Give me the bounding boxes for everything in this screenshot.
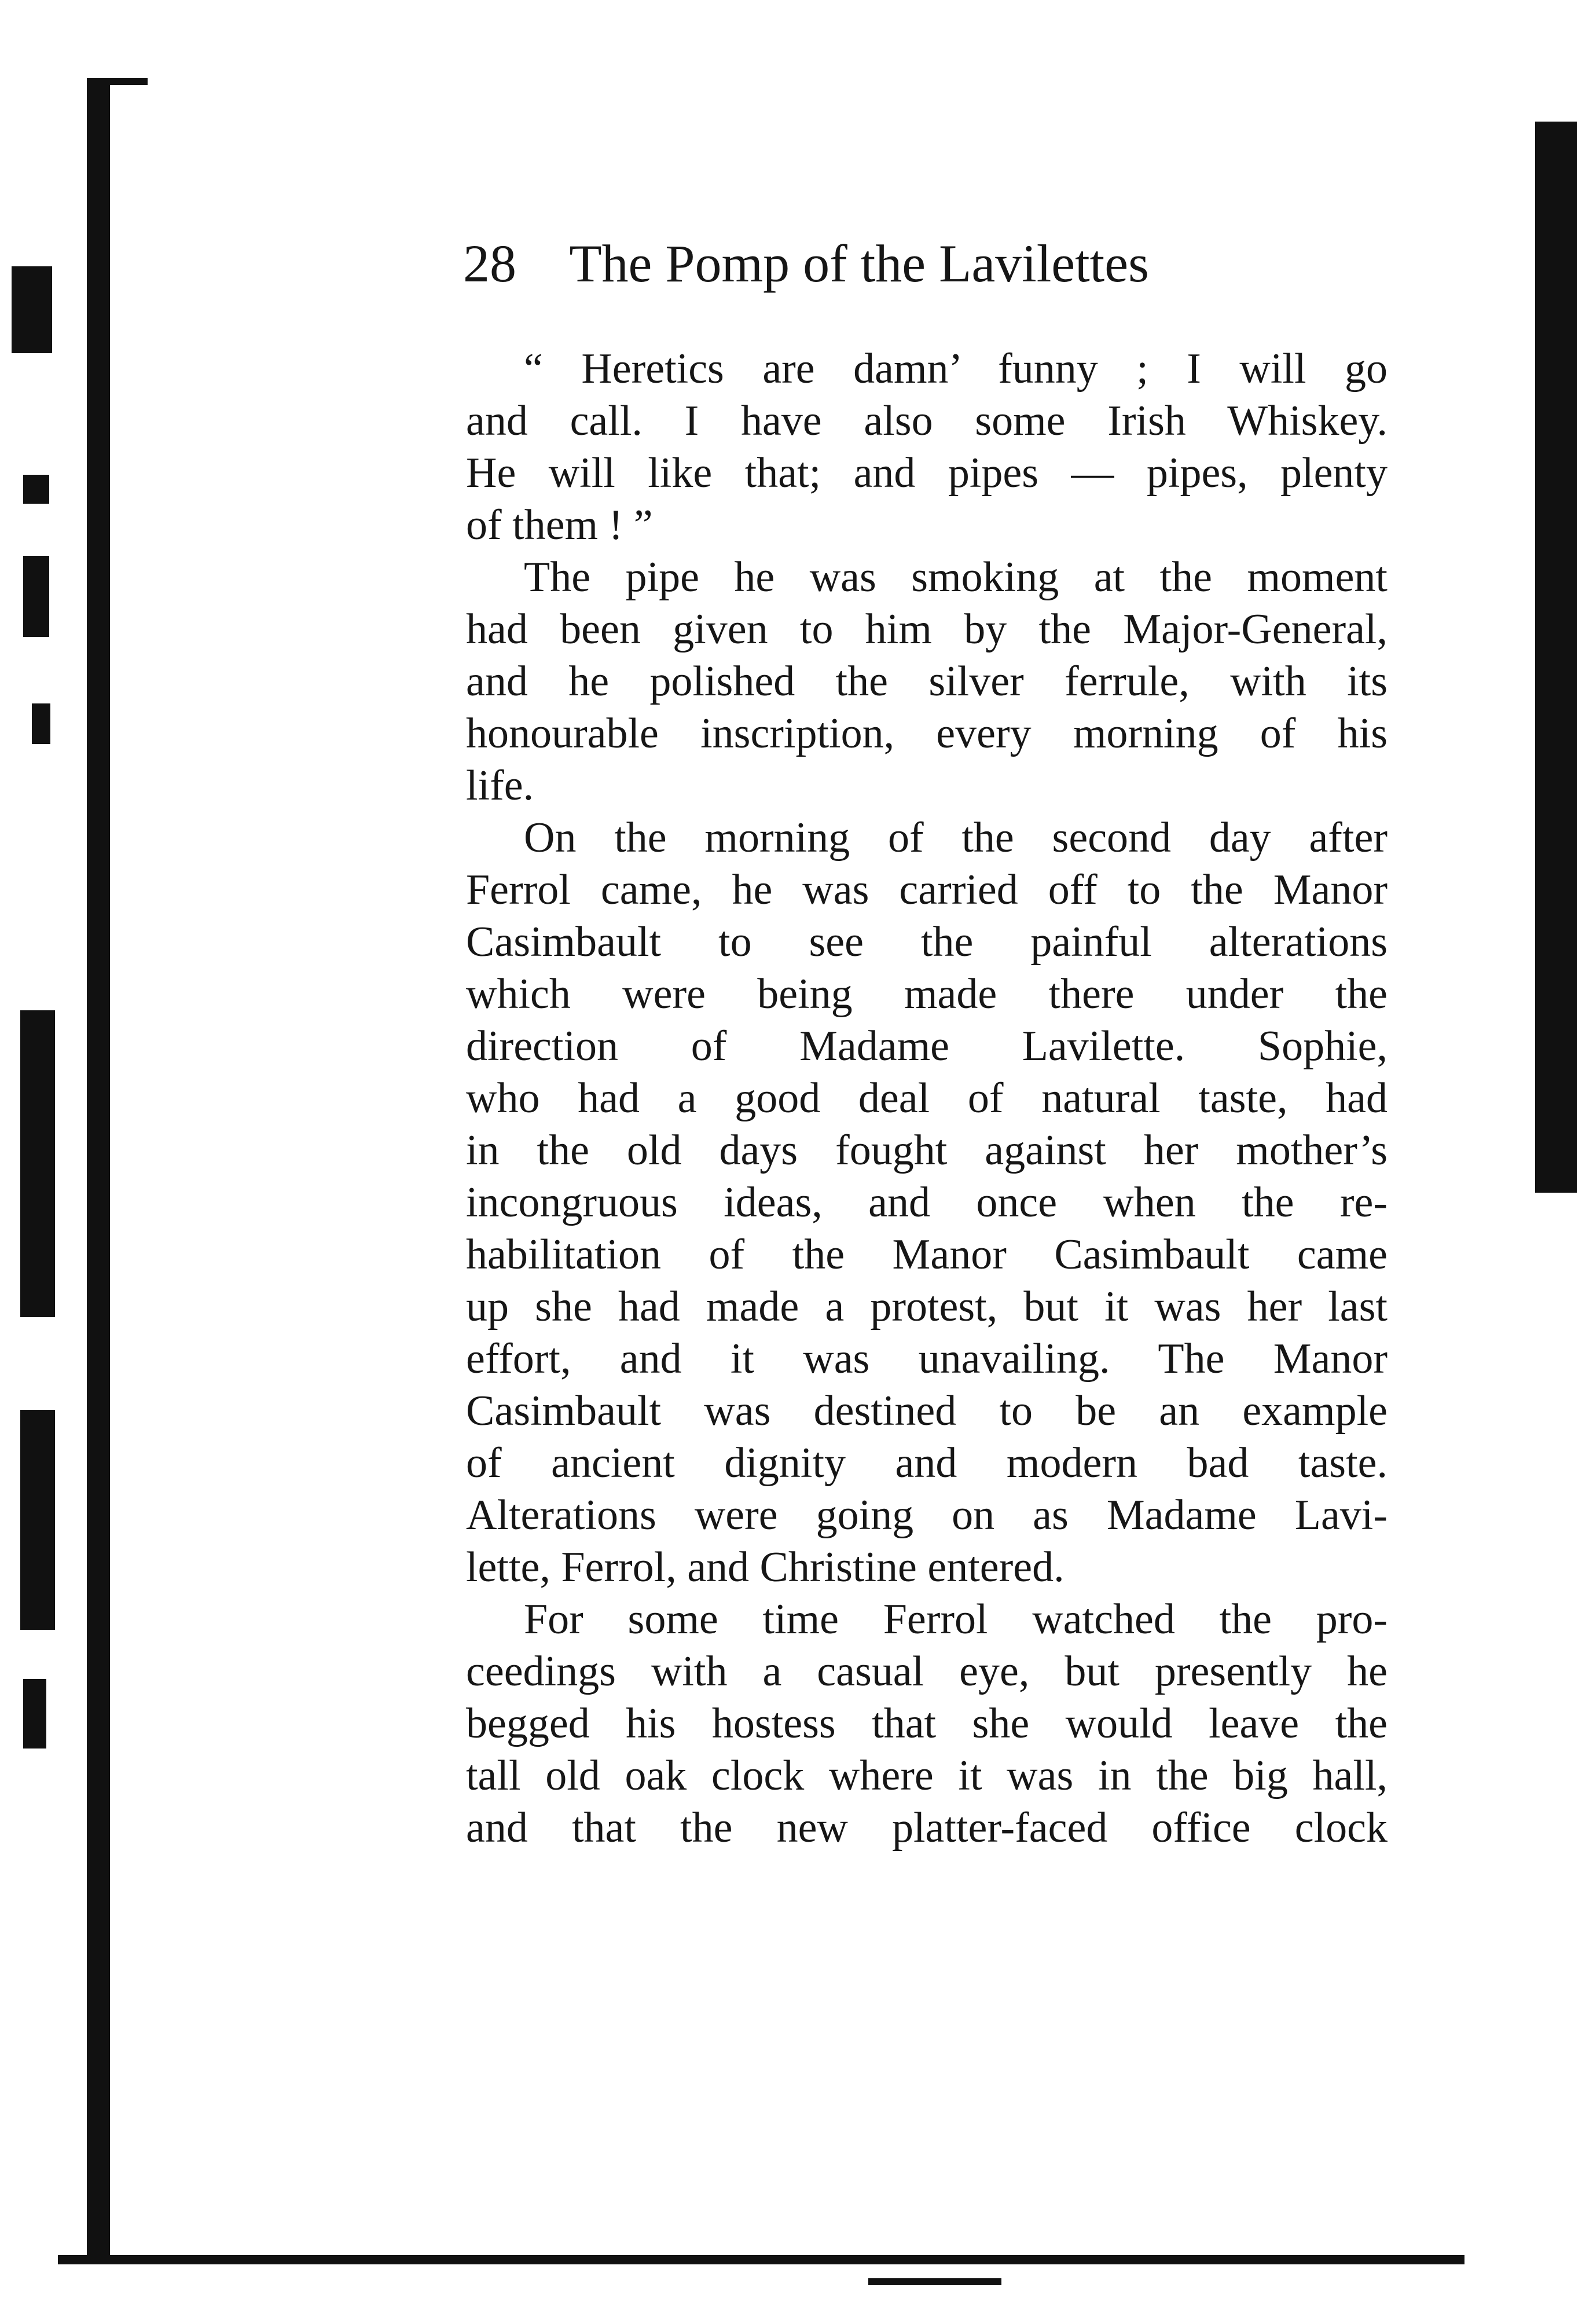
text-line: Alterations were going on as Madame Lavi- bbox=[466, 1491, 1388, 1539]
text-line: For some time Ferrol watched the pro- bbox=[524, 1596, 1388, 1643]
paragraph bbox=[466, 551, 1388, 812]
text-line: in the old days fought against her mother’s bbox=[466, 1127, 1388, 1174]
text-line: who had a good deal of natural taste, had bbox=[466, 1075, 1388, 1122]
scan-left-fragment bbox=[12, 266, 52, 353]
scan-left-fragment bbox=[20, 1410, 55, 1630]
text-line: lette, Ferrol, and Christine entered. bbox=[466, 1544, 1065, 1591]
text-line: which were being made there under the bbox=[466, 970, 1388, 1018]
text-line: Casimbault was destined to be an example bbox=[466, 1387, 1388, 1435]
scan-gutter-flare bbox=[87, 78, 148, 85]
text-line: effort, and it was unavailing. The Manor bbox=[466, 1335, 1388, 1383]
text-line: begged his hostess that she would leave the bbox=[466, 1700, 1388, 1747]
text-line: Ferrol came, he was carried off to the Manor bbox=[466, 866, 1388, 914]
scan-gutter-edge bbox=[87, 81, 110, 2258]
running-head bbox=[463, 229, 1273, 298]
text-line: ceedings with a casual eye, but presently he bbox=[466, 1648, 1388, 1695]
paragraph bbox=[466, 343, 1388, 551]
paragraph bbox=[466, 812, 1388, 1593]
scan-left-fragment bbox=[20, 1010, 55, 1317]
text-line: of ancient dignity and modern bad taste. bbox=[466, 1439, 1388, 1487]
text-line: He will like that; and pipes — pipes, plenty bbox=[466, 449, 1388, 497]
text-line: Casimbault to see the painful alterations bbox=[466, 918, 1388, 966]
text-line: tall old oak clock where it was in the big hall, bbox=[466, 1752, 1388, 1799]
text-line: habilitation of the Manor Casimbault came bbox=[466, 1231, 1388, 1278]
text-line: up she had made a protest, but it was her last bbox=[466, 1283, 1388, 1330]
text-line: and call. I have also some Irish Whiskey. bbox=[466, 397, 1388, 445]
text-line: life. bbox=[466, 762, 534, 809]
running-title: The Pomp of the Lavilettes bbox=[569, 234, 1149, 293]
text-line: incongruous ideas, and once when the re- bbox=[466, 1179, 1388, 1226]
text-line: honourable inscription, every morning of his bbox=[466, 710, 1388, 757]
scan-left-fragment bbox=[23, 475, 49, 504]
scan-left-fragment bbox=[23, 1679, 46, 1749]
scan-bottom-fragment bbox=[868, 2278, 1001, 2285]
page-number: 28 bbox=[463, 234, 516, 293]
text-line: of them ! ” bbox=[466, 501, 653, 549]
scan-bottom-edge bbox=[58, 2255, 1464, 2264]
scan-left-fragment bbox=[32, 703, 50, 744]
text-line: direction of Madame Lavilette. Sophie, bbox=[466, 1022, 1388, 1070]
text-line: and that the new platter-faced office clock bbox=[466, 1804, 1388, 1852]
text-line: On the morning of the second day after bbox=[524, 814, 1388, 862]
body-text bbox=[466, 343, 1388, 1854]
text-line: The pipe he was smoking at the moment bbox=[524, 553, 1388, 601]
text-line: had been given to him by the Major-General, bbox=[466, 606, 1388, 653]
text-line: “ Heretics are damn’ funny ; I will go bbox=[524, 345, 1388, 393]
paragraph bbox=[466, 1593, 1388, 1854]
scan-left-fragment bbox=[23, 556, 49, 637]
text-line: and he polished the silver ferrule, with its bbox=[466, 658, 1388, 705]
scan-right-edge bbox=[1535, 122, 1577, 1193]
